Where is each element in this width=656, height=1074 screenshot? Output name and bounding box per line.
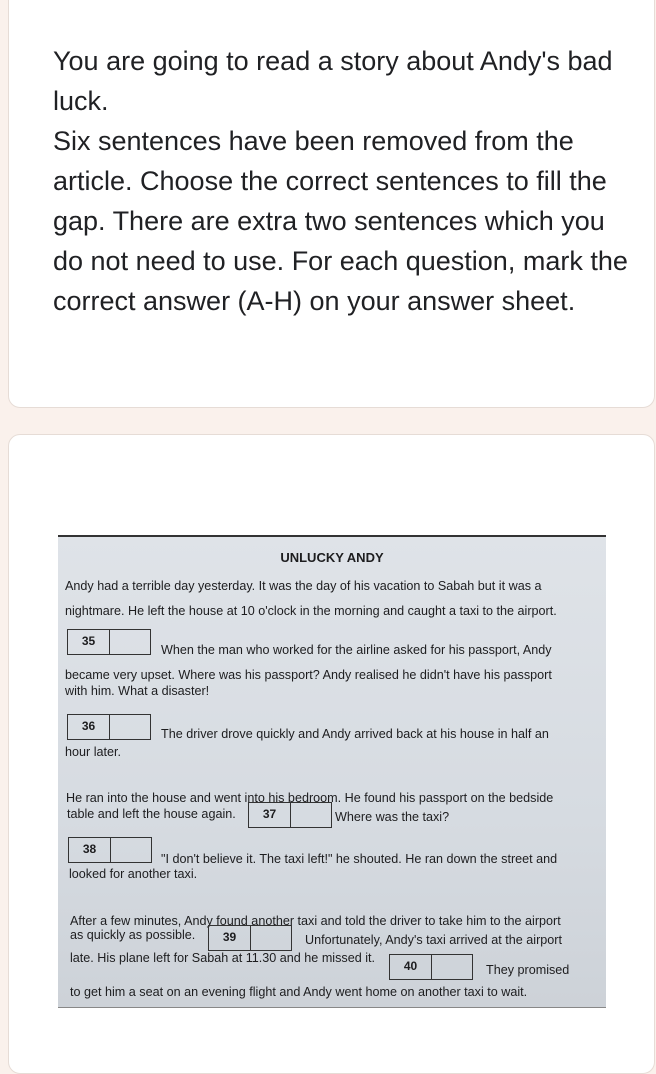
text-line: late. His plane left for Sabah at 11.30 and he missed it. bbox=[70, 951, 375, 965]
text-line: table and left the house again. bbox=[67, 807, 236, 821]
gap-number: 40 bbox=[390, 955, 432, 979]
text-line: nightmare. He left the house at 10 o'clock in the morning and caught a taxi to the airport. bbox=[65, 604, 557, 618]
text-line: with him. What a disaster! bbox=[65, 684, 210, 698]
gap-box-36[interactable] bbox=[67, 714, 151, 740]
text-line: hour later. bbox=[65, 745, 122, 759]
text-line: to get him a seat on an evening flight and Andy went home on another taxi to wait. bbox=[70, 985, 528, 999]
text-line: He ran into the house and went into his bedroom. He found his passport on the bedside bbox=[66, 791, 554, 805]
worksheet-photo bbox=[58, 535, 606, 1008]
text-line: Unfortunately, Andy's taxi arrived at the airport bbox=[305, 933, 562, 947]
gap-box-39[interactable] bbox=[208, 925, 292, 951]
gap-box-38[interactable] bbox=[68, 837, 152, 863]
text-line: Where was the taxi? bbox=[335, 810, 450, 824]
text-line: became very upset. Where was his passport? Andy realised he didn't have his passport bbox=[65, 668, 552, 682]
question-text: You are going to read a story about Andy's bad luck. Six sentences have been removed from the article. Choose the correct sentences to fill the gap. There are extra two sentences which you do not need to use. For each question, mark the correct answer (A-H) on your answer sheet. bbox=[53, 46, 628, 316]
gap-number: 36 bbox=[68, 715, 110, 739]
text-line: looked for another taxi. bbox=[69, 867, 198, 881]
gap-box-40[interactable] bbox=[389, 954, 473, 980]
text-line: After a few minutes, Andy found another taxi and told the driver to take him to the airport bbox=[70, 914, 561, 928]
gap-box-37[interactable] bbox=[248, 802, 332, 828]
text-line: When the man who worked for the airline asked for his passport, Andy bbox=[161, 643, 552, 657]
gap-number: 39 bbox=[209, 926, 251, 950]
gap-number: 38 bbox=[69, 838, 111, 862]
text-line: "I don't believe it. The taxi left!" he shouted. He ran down the street and bbox=[161, 852, 558, 866]
worksheet-title: UNLUCKY ANDY bbox=[280, 550, 384, 565]
question-card bbox=[8, 0, 655, 408]
gap-box-35[interactable] bbox=[67, 629, 151, 655]
text-line: The driver drove quickly and Andy arrived back at his house in half an bbox=[161, 727, 549, 741]
text-line: as quickly as possible. bbox=[70, 928, 196, 942]
gap-number: 37 bbox=[249, 803, 291, 827]
gap-number: 35 bbox=[68, 630, 110, 654]
text-line: Andy had a terrible day yesterday. It was the day of his vacation to Sabah but it was a bbox=[65, 579, 542, 593]
text-line: They promised bbox=[486, 963, 570, 977]
